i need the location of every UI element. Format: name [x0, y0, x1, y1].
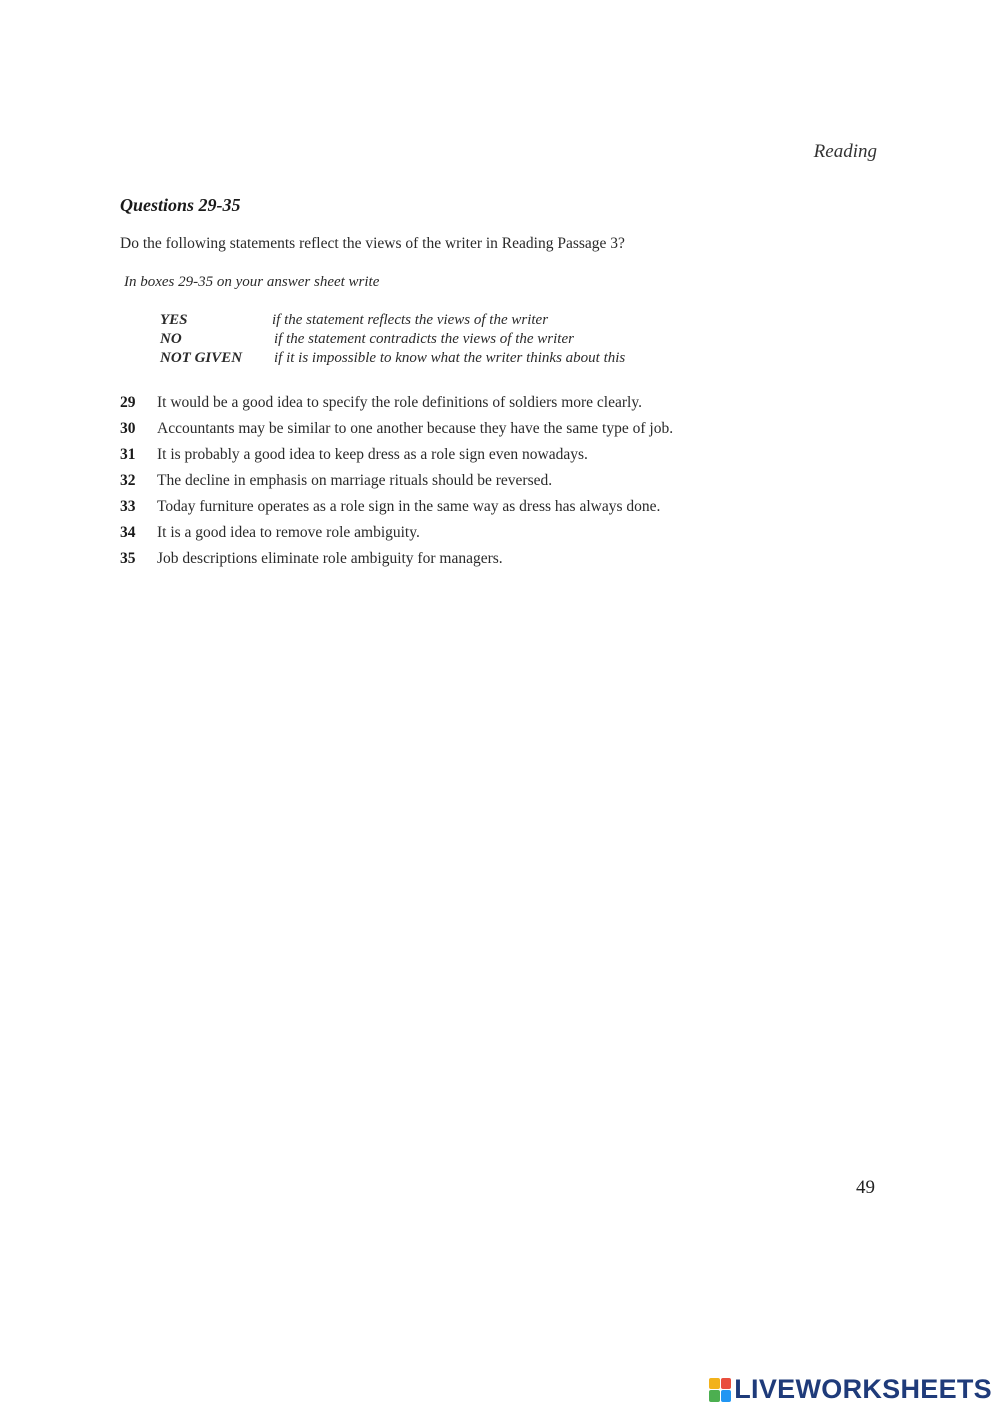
statement-item [120, 496, 673, 522]
statement-number: 29 [120, 394, 136, 411]
statement-number: 33 [120, 498, 136, 515]
instruction-text: Do the following statements reflect the views of the writer in Reading Passage 3? [120, 235, 625, 252]
statement-text: Accountants may be similar to one another because they have the same type of job. [157, 420, 674, 437]
statement-item [120, 522, 673, 548]
sub-instruction-text: In boxes 29-35 on your answer sheet write [124, 274, 380, 290]
logo-square-yellow [709, 1378, 720, 1390]
statement-number: 32 [120, 472, 136, 489]
answer-key-table [160, 311, 625, 368]
answer-key-definition: if it is impossible to know what the writer thinks about this [274, 350, 626, 366]
statement-item [120, 418, 673, 444]
page-number: 49 [856, 1177, 875, 1198]
answer-key-row [160, 311, 625, 330]
statement-number: 34 [120, 524, 136, 541]
answer-key-term: NOT GIVEN [160, 350, 243, 366]
liveworksheets-brand[interactable] [709, 1374, 992, 1405]
statement-item [120, 392, 673, 418]
answer-key-definition: if the statement contradicts the views of the writer [274, 331, 574, 347]
statement-number: 31 [120, 446, 136, 463]
logo-square-blue [721, 1390, 732, 1402]
statement-number: 35 [120, 550, 136, 567]
logo-square-red [721, 1378, 732, 1390]
statement-text: Job descriptions eliminate role ambiguity for managers. [157, 550, 503, 567]
statement-text: Today furniture operates as a role sign in the same way as dress has always done. [157, 498, 661, 515]
answer-key-row [160, 349, 625, 368]
statement-number: 30 [120, 420, 136, 437]
statement-text: It is probably a good idea to keep dress as a role sign even nowadays. [157, 446, 588, 463]
statement-text: It is a good idea to remove role ambiguity. [157, 524, 420, 541]
statements-list [120, 392, 673, 574]
logo-square-green [709, 1390, 720, 1402]
questions-heading: Questions 29-35 [120, 195, 241, 215]
statement-text: It would be a good idea to specify the role definitions of soldiers more clearly. [157, 394, 642, 411]
liveworksheets-logo-icon [709, 1378, 731, 1402]
brand-name: LIVEWORKSHEETS [734, 1374, 992, 1404]
statement-item [120, 444, 673, 470]
answer-key-term: NO [160, 331, 182, 347]
statement-item [120, 548, 673, 574]
answer-key-definition: if the statement reflects the views of the writer [272, 312, 549, 328]
statement-item [120, 470, 673, 496]
answer-key-term: YES [160, 312, 188, 328]
section-label: Reading [813, 141, 877, 162]
statement-text: The decline in emphasis on marriage rituals should be reversed. [157, 472, 553, 489]
answer-key-row [160, 330, 625, 349]
